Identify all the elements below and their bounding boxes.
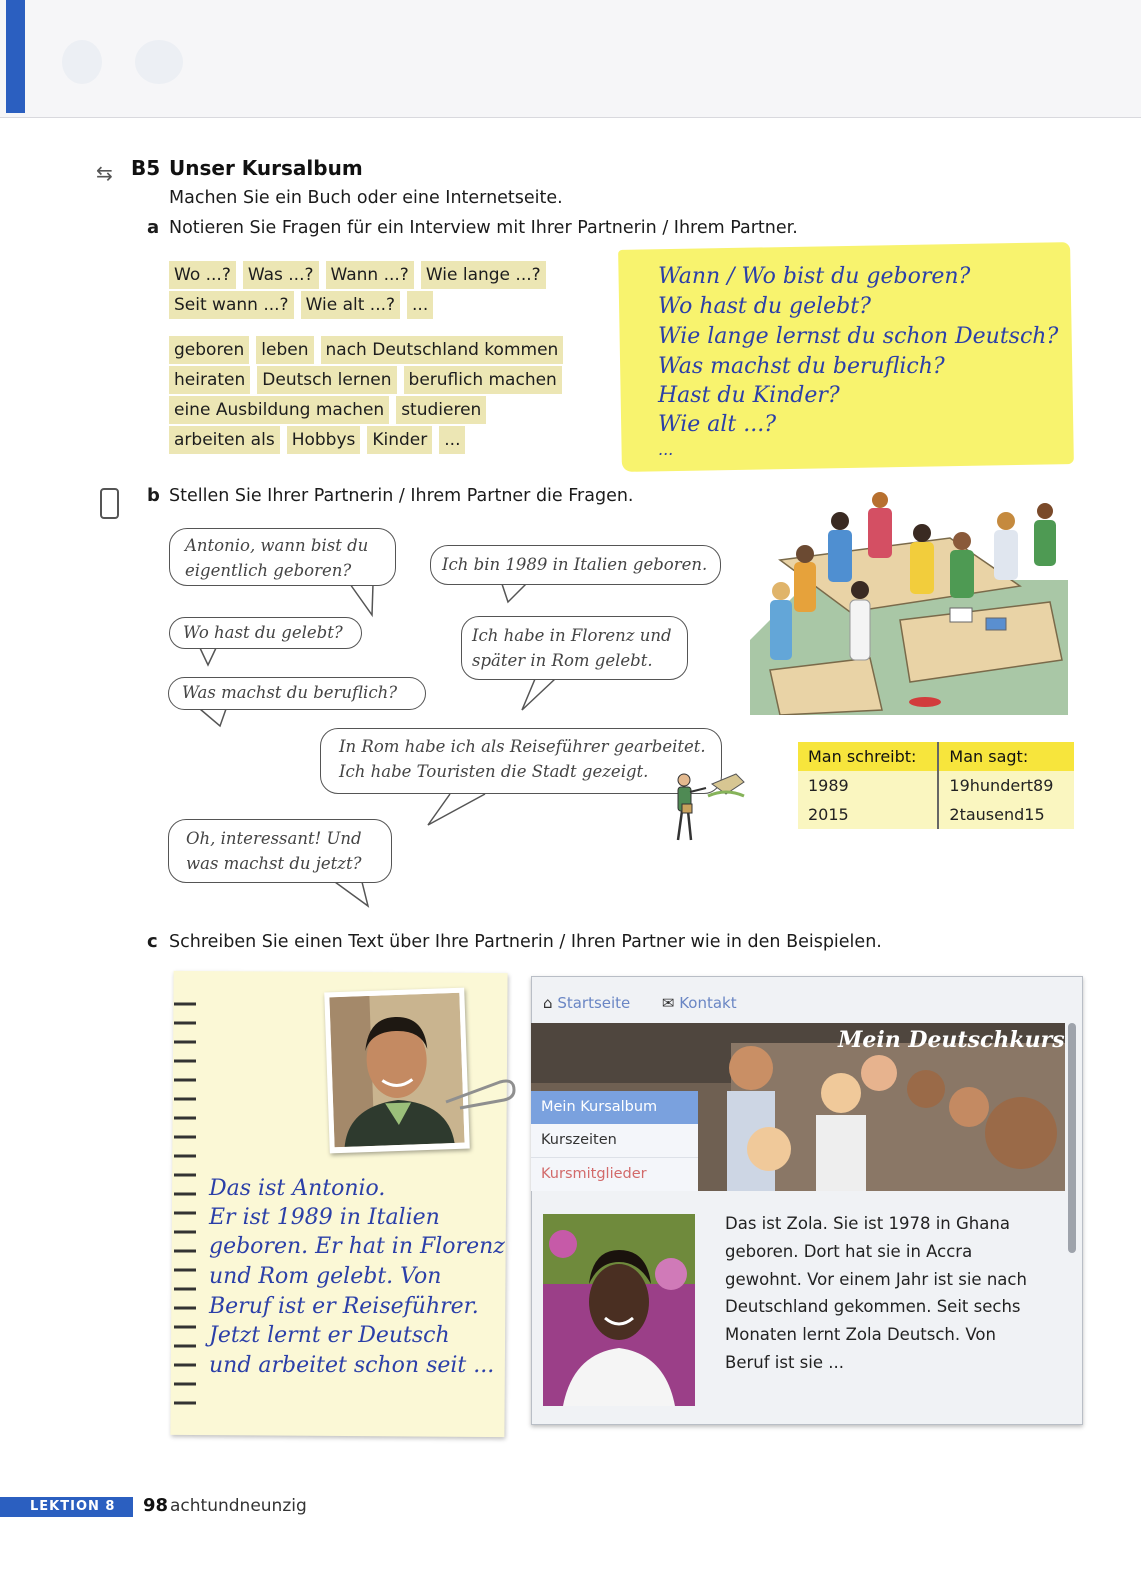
note-line: Wo hast du gelebt? — [658, 294, 871, 319]
chip: Seit wann ...? — [169, 291, 294, 319]
note-line: Was machst du beruflich? — [658, 354, 945, 379]
site-nav — [543, 994, 737, 1012]
bubble-text: Ich habe in Florenz und — [472, 626, 672, 645]
chip: eine Ausbildung machen — [169, 396, 389, 424]
topic-chip-row — [169, 396, 486, 424]
notebook-line: Jetzt lernt er Deutsch — [209, 1323, 450, 1348]
table-header: Man schreibt: — [798, 742, 938, 771]
mail-icon: ✉ — [661, 994, 675, 1012]
exercise-title: Unser Kursalbum — [169, 156, 363, 180]
chip: studieren — [396, 396, 486, 424]
exercise-intro: Machen Sie ein Buch oder eine Internetseite. — [169, 188, 563, 208]
bubble-text: Ich habe Touristen die Stadt gezeigt. — [339, 762, 649, 781]
classroom-illustration — [750, 490, 1068, 715]
bubble-text: In Rom habe ich als Reiseführer gearbeitet. — [339, 737, 706, 756]
bubble-text: Was machst du beruflich? — [182, 683, 398, 702]
chip: Kinder — [367, 426, 432, 454]
speech-bubble — [461, 616, 688, 680]
bubble-text: Ich bin 1989 in Italien geboren. — [442, 555, 708, 574]
topic-chip-row — [169, 366, 562, 394]
page-number-word: achtundneunzig — [170, 1496, 307, 1516]
question-chip-row — [169, 291, 433, 319]
chip: Wie lange ...? — [421, 261, 546, 289]
topic-chip-row — [169, 426, 465, 454]
table-cell: 2tausend15 — [938, 800, 1074, 829]
notebook-line: Er ist 1989 in Italien — [209, 1205, 440, 1230]
chip: leben — [256, 336, 313, 364]
menu-item-kursmitglieder[interactable]: Kursmitglieder — [531, 1158, 698, 1191]
exercise-number: B5 — [131, 156, 161, 180]
chip: arbeiten als — [169, 426, 280, 454]
table-row — [798, 771, 1074, 800]
topic-chip-row — [169, 336, 563, 364]
chip: Hobbys — [287, 426, 361, 454]
speech-bubble — [169, 617, 362, 649]
note-line: Wie lange lernst du schon Deutsch? — [658, 324, 1059, 349]
chip: Wo ...? — [169, 261, 236, 289]
notebook-line: geboren. Er hat in Florenz — [209, 1234, 505, 1259]
question-chip-row — [169, 261, 546, 289]
lesson-badge: LEKTION 8 — [0, 1497, 133, 1517]
profile-line: geboren. Dort hat sie in Accra — [725, 1241, 973, 1261]
chip: Deutsch lernen — [257, 366, 396, 394]
zola-photo — [543, 1214, 695, 1406]
note-line: Wann / Wo bist du geboren? — [658, 264, 971, 289]
speech-bubble — [168, 819, 392, 883]
nav-link-contact[interactable]: Kontakt — [679, 994, 737, 1012]
step-letter-b: b — [147, 485, 160, 506]
speech-bubble — [320, 728, 722, 794]
profile-line: Monaten lernt Zola Deutsch. Von — [725, 1325, 996, 1345]
note-line: Hast du Kinder? — [658, 383, 840, 408]
profile-line: gewohnt. Vor einem Jahr ist sie nach — [725, 1269, 1027, 1289]
partner-exchange-icon: ⇆ — [96, 161, 113, 185]
tour-guide-illustration — [664, 768, 746, 844]
chip: geboren — [169, 336, 249, 364]
antonio-photo-frame — [324, 988, 470, 1154]
notebook-line: und arbeitet schon seit ... — [209, 1353, 495, 1378]
chip: Wann ...? — [326, 261, 414, 289]
number-pronunciation-table — [798, 742, 1074, 829]
speech-bubble — [168, 677, 426, 710]
menu-item-kursalbum[interactable]: Mein Kursalbum — [531, 1091, 698, 1124]
profile-line: Deutschland gekommen. Seit sechs — [725, 1297, 1021, 1317]
table-row — [798, 800, 1074, 829]
speech-bubble — [169, 528, 396, 586]
step-a-instruction: Notieren Sie Fragen für ein Interview mit Ihrer Partnerin / Ihrem Partner. — [169, 218, 798, 238]
step-b-instruction: Stellen Sie Ihrer Partnerin / Ihrem Partner die Fragen. — [169, 486, 634, 506]
note-line: Wie alt ...? — [658, 412, 777, 437]
page-number: 98 — [143, 1495, 169, 1516]
chip: ... — [407, 291, 433, 319]
home-icon: ⌂ — [543, 994, 553, 1012]
bubble-text: Wo hast du gelebt? — [183, 623, 343, 642]
bubble-text: Antonio, wann bist du — [185, 536, 369, 555]
hero-title: Mein Deutschkurs — [838, 1027, 1065, 1053]
step-c-instruction: Schreiben Sie einen Text über Ihre Partnerin / Ihren Partner wie in den Beispielen. — [169, 932, 882, 952]
note-line: ... — [658, 440, 674, 459]
zola-profile-text — [725, 1210, 1055, 1377]
chip: Was ...? — [243, 261, 319, 289]
table-header: Man sagt: — [938, 742, 1074, 771]
smartphone-icon — [100, 488, 119, 519]
bubble-text: Oh, interessant! Und — [186, 829, 362, 848]
step-letter-c: c — [147, 931, 158, 952]
chip: heiraten — [169, 366, 250, 394]
step-letter-a: a — [147, 217, 160, 238]
nav-link-home[interactable]: Startseite — [557, 994, 631, 1012]
table-cell: 19hundert89 — [938, 771, 1074, 800]
site-side-menu — [531, 1091, 698, 1191]
notebook-line: Beruf ist er Reiseführer. — [209, 1294, 479, 1319]
header-accent-bar — [6, 0, 25, 113]
notebook-line: und Rom gelebt. Von — [209, 1264, 442, 1289]
chip: Wie alt ...? — [301, 291, 400, 319]
profile-line: Das ist Zola. Sie ist 1978 in Ghana — [725, 1214, 1010, 1233]
header-ghost-icon — [135, 40, 183, 84]
bubble-text: eigentlich geboren? — [185, 561, 352, 580]
table-cell: 1989 — [798, 771, 938, 800]
chip: beruflich machen — [404, 366, 562, 394]
profile-line: Beruf ist sie ... — [725, 1352, 844, 1372]
site-scrollbar[interactable] — [1068, 1023, 1076, 1253]
speech-bubble — [430, 545, 721, 585]
chip: nach Deutschland kommen — [321, 336, 564, 364]
chip: ... — [439, 426, 465, 454]
antonio-photo — [329, 993, 464, 1147]
bubble-text: was machst du jetzt? — [186, 854, 362, 873]
bubble-text: später in Rom gelebt. — [472, 651, 653, 670]
table-cell: 2015 — [798, 800, 938, 829]
paper-clip-icon — [438, 1072, 518, 1112]
notebook-line: Das ist Antonio. — [209, 1176, 386, 1201]
menu-item-kurszeiten[interactable]: Kurszeiten — [531, 1124, 698, 1158]
header-ghost-icon — [62, 40, 102, 84]
spiral-binding — [172, 998, 200, 1418]
